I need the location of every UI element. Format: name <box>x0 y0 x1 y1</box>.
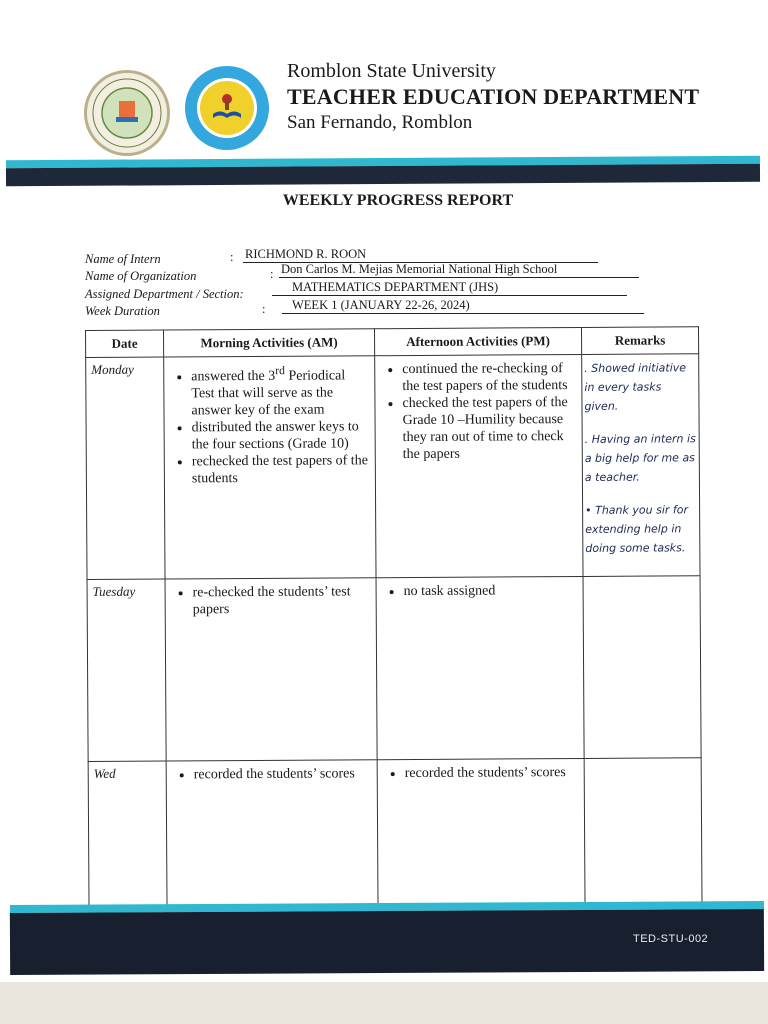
intern-label: Name of Intern <box>85 252 161 266</box>
department-value: MATHEMATICS DEPARTMENT (JHS) <box>272 280 627 296</box>
morning-header: Morning Activities (AM) <box>164 329 375 357</box>
day-cell: Tuesday <box>87 579 166 761</box>
department-name: TEACHER EDUCATION DEPARTMENT <box>287 84 700 109</box>
table-row-tuesday <box>87 576 701 762</box>
rsu-seal-ring <box>87 73 167 153</box>
activity-item: • recorded the students’ scores <box>194 765 372 783</box>
remark-handwritten: . Showed initiative in every tasks given. <box>584 361 687 413</box>
organization-colon: : <box>270 267 274 281</box>
university-name: Romblon State University <box>287 60 496 82</box>
ted-seal-logo <box>185 66 269 150</box>
activity-item: • distributed the answer keys to the four sections (Grade 10) <box>192 418 370 453</box>
table-row-monday <box>86 354 700 580</box>
organization-label: Name of Organization <box>85 269 197 283</box>
table-header-row <box>86 327 699 358</box>
header-band-dark <box>6 164 760 187</box>
rsu-seal-logo <box>84 70 170 156</box>
activity-item: • checked the test papers of the Grade 10 –Humility because they ran out of time to check the papers <box>402 394 576 463</box>
ted-seal-graphic <box>185 66 269 150</box>
day-cell: Monday <box>86 357 165 579</box>
intern-value: RICHMOND R. ROON <box>243 247 598 263</box>
activity-item: • re-checked the students’ test papers <box>193 583 371 618</box>
remark-handwritten: • Thank you sir for extending help in doing some tasks. <box>585 503 689 555</box>
activity-item: • rechecked the test papers of the students <box>192 452 370 487</box>
afternoon-header: Afternoon Activities (PM) <box>374 327 581 355</box>
department-label: Assigned Department / Section: <box>85 287 244 301</box>
date-header: Date <box>86 330 164 357</box>
weekly-activities-table <box>85 326 703 930</box>
morning-cell <box>164 356 376 579</box>
morning-cell <box>165 578 377 761</box>
organization-value: Don Carlos M. Mejias Memorial National High School <box>279 262 639 278</box>
campus-location: San Fernando, Romblon <box>287 112 473 133</box>
week-label: Week Duration <box>85 304 160 318</box>
day-cell: Wed <box>88 761 167 929</box>
paper-edge <box>0 982 768 1024</box>
form-code: TED-STU-002 <box>633 933 709 945</box>
activity-item: • continued the re-checking of the test papers of the students <box>402 360 576 395</box>
intern-colon: : <box>230 250 234 264</box>
remark-handwritten: . Having an intern is a big help for me as a teacher. <box>584 432 696 484</box>
activity-item <box>191 361 369 419</box>
activity-item: • no task assigned <box>404 582 578 600</box>
afternoon-cell <box>376 576 584 759</box>
week-value: WEEK 1 (JANUARY 22-26, 2024) <box>282 298 644 314</box>
report-title: WEEKLY PROGRESS REPORT <box>282 192 514 209</box>
week-colon: : <box>262 302 266 316</box>
afternoon-cell <box>375 354 583 577</box>
remarks-header: Remarks <box>581 327 698 355</box>
remarks-cell <box>582 354 700 577</box>
remarks-cell <box>583 576 701 759</box>
activity-item: • recorded the students’ scores <box>405 764 579 782</box>
activity-text-with-ordinal: answered the 3rd Periodical Test that will serve as the answer key of the exam <box>191 363 346 419</box>
